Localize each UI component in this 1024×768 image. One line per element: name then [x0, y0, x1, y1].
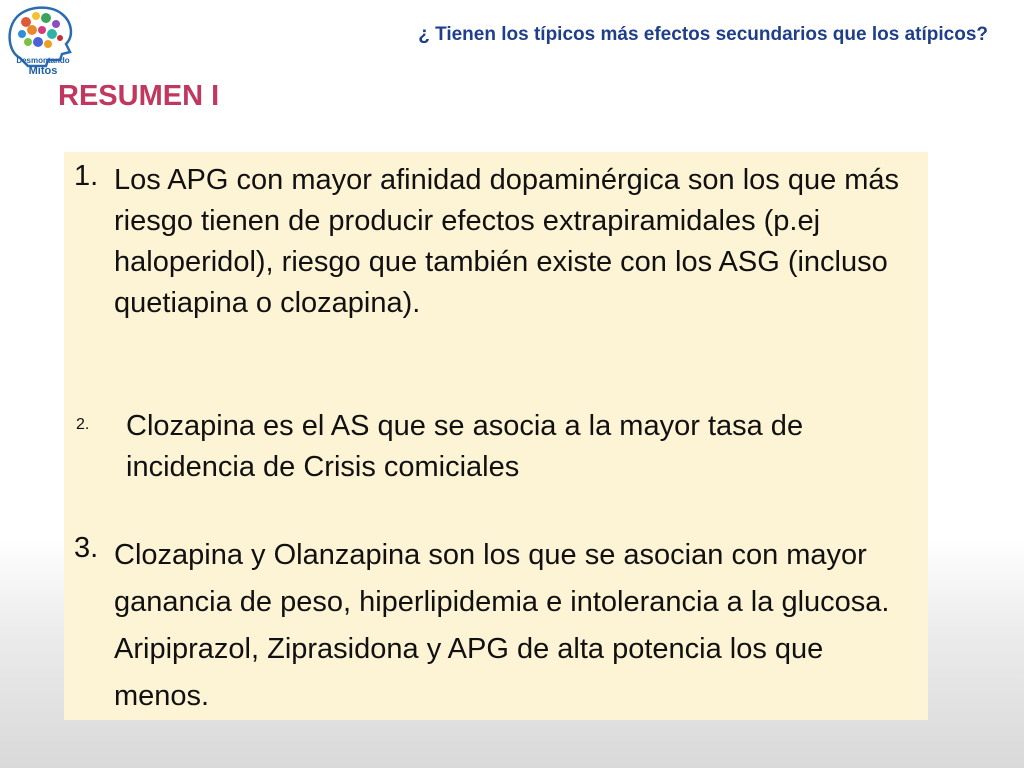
item-number: 3. — [74, 532, 99, 564]
item-text: Clozapina y Olanzapina son los que se asocian con mayor ganancia de peso, hiperlipidemia e intolerancia a la glucosa. Aripiprazol, Ziprasidona y APG de alta potencia los que menos. — [114, 539, 890, 712]
item-text: Clozapina es el AS que se asocia a la mayor tasa de incidencia de Crisis comiciales — [126, 410, 804, 483]
summary-box — [64, 152, 928, 720]
item-number: 1. — [74, 160, 99, 192]
header-question: ¿ Tienen los típicos más efectos secundarios que los atípicos? — [418, 24, 988, 45]
logo — [0, 0, 88, 80]
logo-line1: Desmontando — [16, 56, 70, 65]
slide-title: RESUMEN I — [58, 80, 220, 112]
logo-line2: Mitos — [28, 65, 58, 77]
item-number: 2. — [76, 416, 90, 433]
item-text: Los APG con mayor afinidad dopaminérgica son los que más riesgo tienen de producir efectos extrapiramidales (p.ej haloperidol), riesgo que también existe con los ASG (incluso quetiapina o clozapina). — [114, 164, 900, 319]
